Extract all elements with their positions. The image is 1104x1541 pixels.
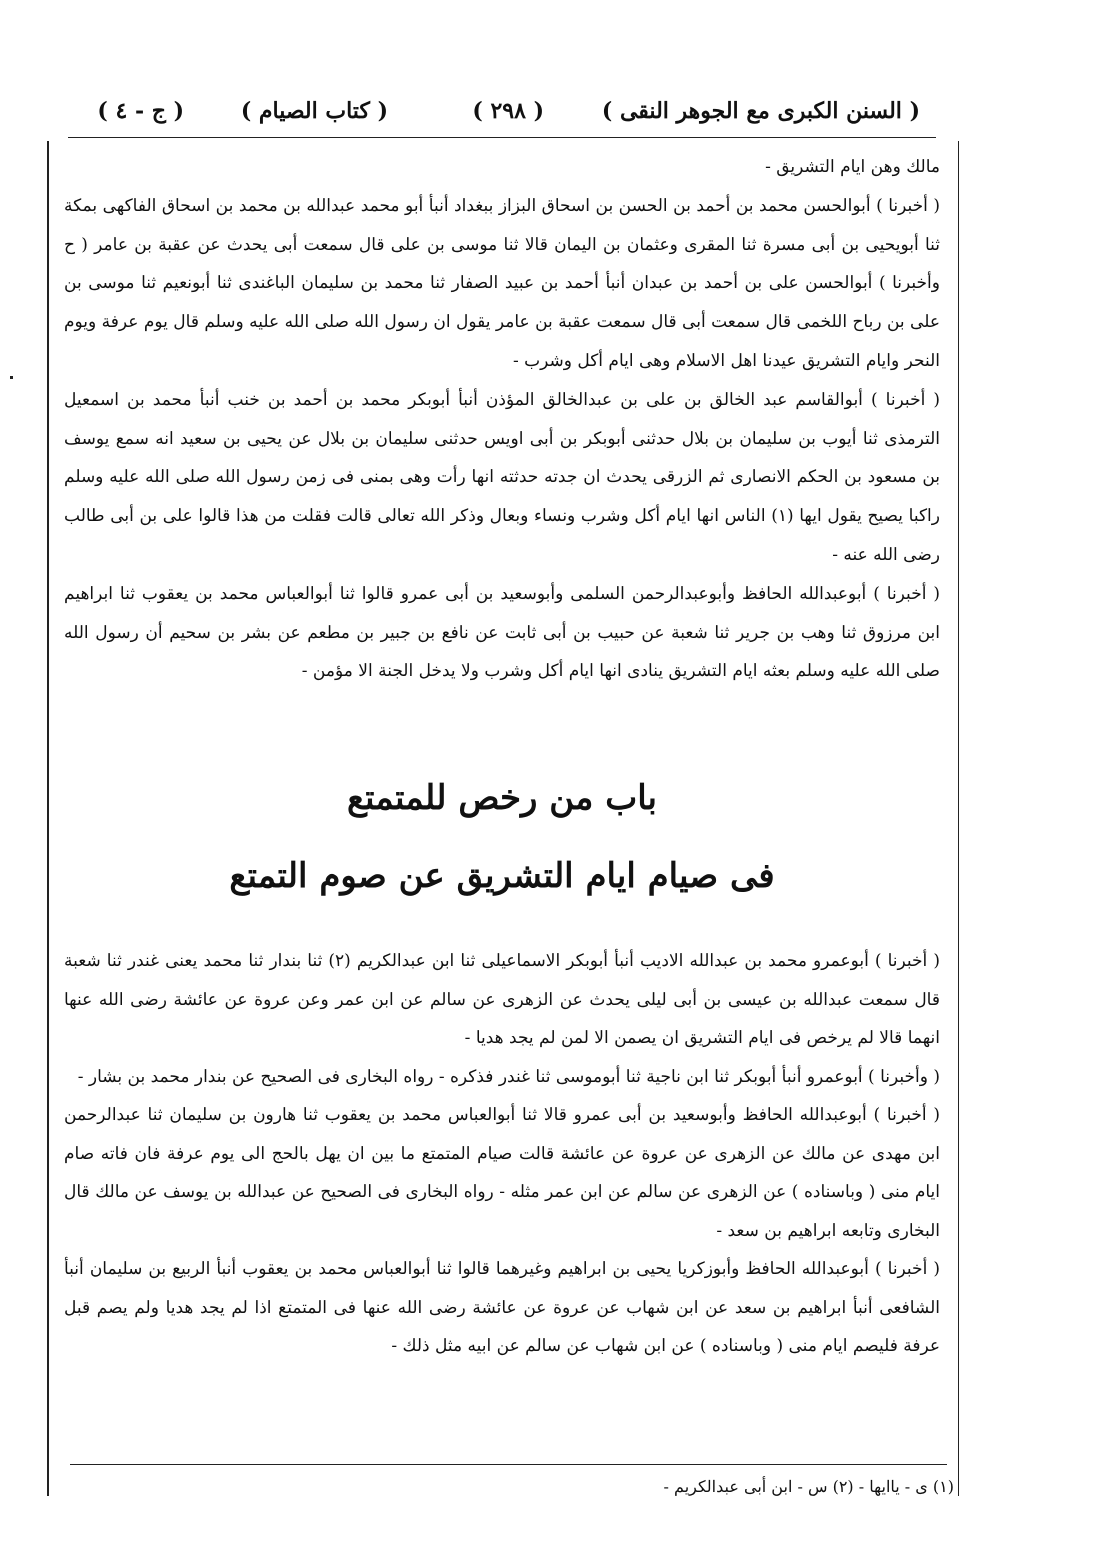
paragraph: ( أخبرنا ) أبوالحسن محمد بن أحمد بن الحسن بن اسحاق البزاز ببغداد أنبأ أبو محمد عبدالله بن محمد بن اسحاق الفاكهى بمكة ثنا أبويحيى بن أبى مسرة ثنا المقرى وعثمان بن اليمان قالا ثنا موسى بن على قال سمعت أبى يحدث عن عقبة بن عامر ( ح وأخبرنا ) أبوالحسن على بن أحمد بن عبدان أنبأ أحمد بن عبيد الصفار ثنا محمد بن سليمان الباغندى ثنا أبونعيم ثنا موسى بن على بن رباح اللخمى قال سمعت أبى قال سمعت عقبة بن عامر يقول ان رسول الله صلى الله عليه وسلم قال يوم عرفة ويوم النحر وايام التشريق عيدنا اهل الاسلام وهى ايام أكل وشرب - xyxy=(64,195,940,371)
footnote: (١) ى - ياايها - (٢) س - ابن أبى عبدالكريم - xyxy=(663,1477,954,1496)
book-title: ( السنن الكبرى مع الجوهر النقى ) xyxy=(601,98,920,124)
paragraph: ( أخبرنا ) أبوعبدالله الحافظ وأبوسعيد بن أبى عمرو قالا ثنا أبوالعباس محمد بن يعقوب ثنا هارون بن سليمان ثنا عبدالرحمن ابن مهدى عن مالك عن الزهرى عن عروة عن عائشة قالت صيام المتمتع ما بين ان يهل بالحج الى يوم عرفة فان فاته صام ايام منى ( وباسناده ) عن الزهرى عن سالم عن ابن عمر مثله - رواه البخارى فى الصحيح عن عبدالله بن يوسف عن مالك قال البخارى وتابعه ابراهيم بن سعد - xyxy=(64,1105,940,1241)
paragraph: ( أخبرنا ) أبوعبدالله الحافظ وأبوعبدالرحمن السلمى وأبوسعيد بن أبى عمرو قالوا ثنا أبوالعباس محمد بن يعقوب ثنا ابراهيم ابن مرزوق ثنا وهب بن جرير ثنا شعبة عن حبيب بن أبى ثابت عن نافع بن جبير بن مطعم عن بشر بن سحيم أن رسول الله صلى الله عليه وسلم بعثه ايام التشريق ينادى انها ايام أكل وشرب ولا يدخل الجنة الا مؤمن - xyxy=(64,583,940,682)
paragraph: ( أخبرنا ) أبوالقاسم عبد الخالق بن على بن عبدالخالق المؤذن أنبأ أبوبكر محمد بن أحمد بن خنب أنبأ محمد بن اسمعيل الترمذى ثنا أيوب بن سليمان بن بلال حدثنى أبوبكر بن أبى اويس حدثنى سليمان بن بلال عن يحيى بن سعيد انه سمع يوسف بن مسعود بن الحكم الانصارى ثم الزرقى يحدث ان جدته حدثته انها رأت وهى بمنى فى زمن رسول الله صلى الله عليه وسلم راكبا يصيح يقول ايها (١) الناس انها ايام أكل وشرب ونساء وبعال وذكر الله تعالى قالت فقلت من هذا قالوا على بن أبى طالب رضى الله عنه - xyxy=(64,389,940,565)
paragraph: ( أخبرنا ) أبوعبدالله الحافظ وأبوزكريا يحيى بن ابراهيم وغيرهما قالوا ثنا أبوالعباس محمد بن يعقوب أنبأ الربيع بن سليمان أنبأ الشافعى أنبأ ابراهيم بن سعد عن ابن شهاب عن عروة عن عائشة رضى الله عنها فى المتمتع اذا لم يجد هديا ولم يصم قبل عرفة فليصم ايام منى ( وباسناده ) عن ابن شهاب عن سالم عن ابيه مثل ذلك - xyxy=(64,1259,940,1356)
page-number: ( ٢٩٨ ) xyxy=(472,98,544,124)
scan-mark xyxy=(10,376,13,379)
chapter-title: ( كتاب الصيام ) xyxy=(240,98,388,124)
paragraph: ( أخبرنا ) أبوعمرو محمد بن عبدالله الاديب أنبأ أبوبكر الاسماعيلى ثنا ابن عبدالكريم (٢) ثنا بندار ثنا محمد يعنى غندر ثنا شعبة قال سمعت عبدالله بن عيسى بن أبى ليلى يحدث عن الزهرى عن سالم عن ابن عمر وعن عروة عن عائشة رضى الله عنها انهما قالا لم يرخص فى ايام التشريق ان يصمن الا لمن لم يجد هديا - xyxy=(64,951,940,1048)
running-header xyxy=(80,92,920,132)
header-rule xyxy=(68,137,936,138)
paragraph: مالك وهن ايام التشريق - xyxy=(765,157,940,177)
section1-text xyxy=(64,148,940,691)
right-margin-rule xyxy=(958,141,959,1496)
footnote-rule xyxy=(70,1464,947,1465)
chapter-heading-line1: باب من رخص للمتمتع xyxy=(346,778,658,818)
paragraph: ( وأخبرنا ) أبوعمرو أنبأ أبوبكر ثنا ابن ناجية ثنا أبوموسى ثنا غندر فذكره - رواه البخارى فى الصحيح عن بندار محمد بن بشار - xyxy=(77,1066,940,1087)
volume-label: ( ج - ٤ ) xyxy=(97,98,184,124)
section2-text xyxy=(64,942,940,1366)
chapter-heading-line2: فى صيام ايام التشريق عن صوم التمتع xyxy=(229,856,775,896)
left-margin-rule xyxy=(47,141,49,1496)
